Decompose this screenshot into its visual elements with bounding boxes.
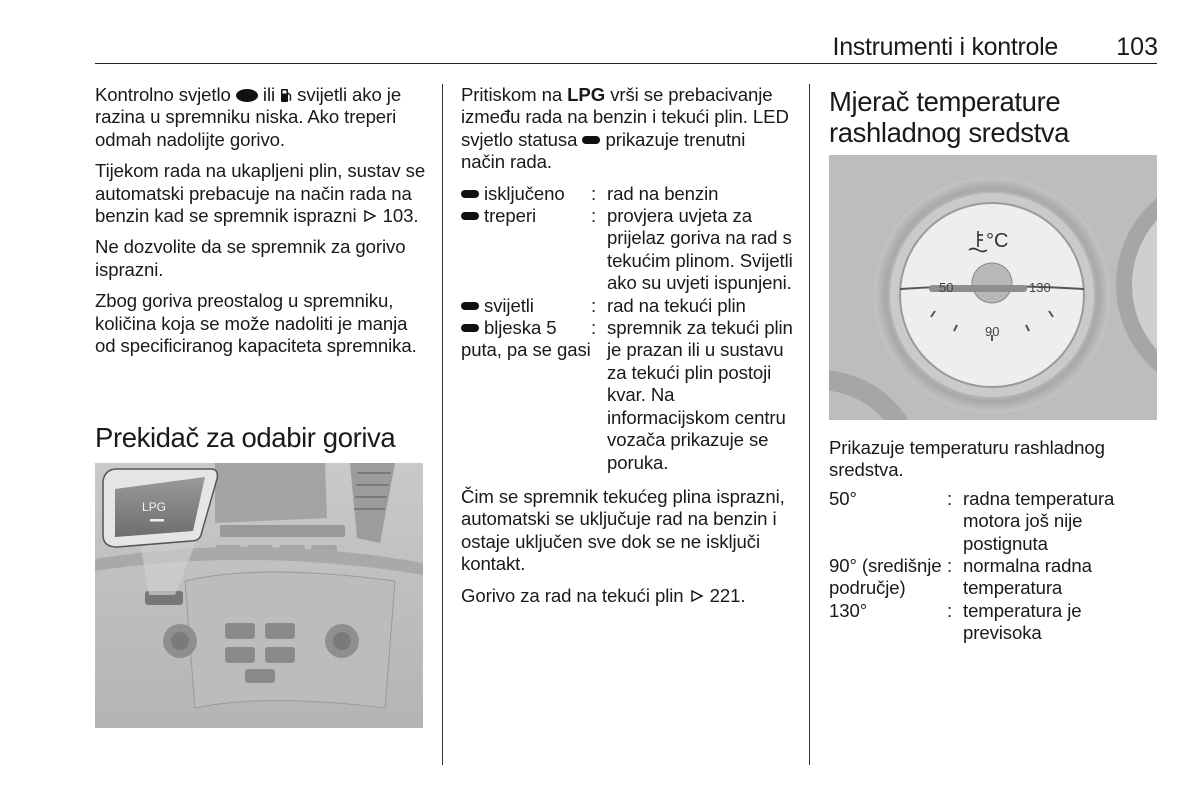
definition-row — [829, 488, 1159, 555]
definition-separator: : — [947, 599, 953, 621]
gauge-unit-label: °C — [986, 230, 1009, 252]
section-heading-fuel-selector: Prekidač za odabir goriva — [95, 422, 396, 453]
paragraph-lpg-reference: Gorivo za rad na tekući plin 221. — [461, 584, 746, 606]
definition-description: spremnik za tekući plin je prazan ili u sustavu za tekući plin postoji kvar. Na informacijskom centru vozača prikazuje se poruka. — [607, 317, 793, 473]
column-divider-2 — [809, 84, 810, 765]
definition-term: svijetli — [461, 295, 591, 317]
coolant-description — [829, 437, 1159, 645]
column-2 — [461, 84, 793, 616]
definition-row — [461, 205, 793, 295]
definition-row — [461, 317, 793, 474]
led-status-icon — [461, 302, 479, 310]
definition-separator: : — [591, 182, 597, 204]
definition-term: 90° (središnje područje) — [829, 555, 942, 599]
definition-separator: : — [591, 317, 597, 339]
header-rule — [95, 63, 1157, 64]
definition-description: radna temperatura motora još nije postignuta — [963, 487, 1115, 554]
definition-separator: : — [947, 555, 953, 577]
page-reference-link[interactable]: 221. — [709, 584, 746, 606]
coolant-definition-list — [829, 488, 1159, 645]
led-status-icon — [461, 190, 479, 198]
definition-separator: : — [947, 487, 953, 509]
coolant-gauge-figure — [829, 155, 1157, 420]
definition-row — [829, 555, 1159, 600]
page-reference-icon — [690, 589, 704, 603]
definition-row — [461, 295, 793, 317]
definition-separator: : — [591, 294, 597, 316]
lpg-indicator-icon — [236, 89, 258, 102]
definition-term: 50° — [829, 487, 857, 509]
definition-term: isključeno — [461, 183, 591, 205]
lpg-button-name: LPG — [567, 84, 606, 105]
paragraph-warning-light: Kontrolno svjetlo ili svijetli ako je razina u spremniku niska. Ako treperi odmah nadolijte gorivo. — [95, 84, 402, 150]
definition-separator: : — [591, 205, 597, 227]
definition-term: 130° — [829, 599, 868, 621]
column-divider-1 — [442, 84, 443, 765]
definition-row — [461, 183, 793, 205]
paragraph-auto-switch: Tijekom rada na ukapljeni plin, sustav se automatski prebacuje na način rada na benzin kad se spremnik isprazni 103. — [95, 160, 426, 227]
running-header-title: Instrumenti i kontrole — [832, 33, 1058, 61]
definition-description: temperatura je previsoka — [963, 599, 1082, 644]
led-status-icon — [461, 324, 479, 332]
gauge-label-130: 130 — [1029, 280, 1051, 295]
definition-term: treperi — [461, 205, 591, 295]
page-reference-icon — [363, 209, 377, 223]
paragraph-dont-empty: Ne dozvolite da se spremnik za gorivo isprazni. — [95, 236, 406, 280]
led-status-definition-list — [461, 183, 793, 474]
page-reference-link[interactable]: 103. — [382, 205, 419, 227]
paragraph-lpg-empty: Čim se spremnik tekućeg plina isprazni, automatski se uključuje rad na benzin i ostaje uključen sve dok se ne isključi kontakt. — [461, 485, 785, 575]
section-heading-coolant-gauge: Mjerač temperature rashladnog sredstva — [829, 86, 1070, 148]
column-1 — [95, 84, 427, 366]
paragraph-coolant-intro: Prikazuje temperaturu rashladnog sredstva. — [829, 437, 1105, 481]
paragraph-residual-fuel: Zbog goriva preostalog u spremniku, količina koja se može nadoliti je manja od specificiranog kapaciteta spremnika. — [95, 290, 417, 357]
lpg-switch-figure — [95, 463, 423, 728]
paragraph-lpg-intro: Pritiskom na LPG vrši se prebacivanje između rada na benzin i tekući plin. LED svjetlo statusa prikazuje trenutni način rada. — [461, 84, 789, 173]
definition-description: provjera uvjeta za prijelaz goriva na rad s tekućim plinom. Svijetli ako su uvjeti ispunjeni. — [607, 205, 793, 294]
gauge-label-50: 50 — [939, 280, 954, 295]
lpg-button-label: LPG — [142, 500, 167, 514]
gauge-label-90: 90 — [985, 324, 1000, 339]
definition-term: bljeska 5 puta, pa se gasi — [461, 317, 591, 361]
led-status-icon — [461, 212, 479, 220]
fuel-pump-icon — [280, 88, 292, 103]
definition-description: rad na benzin — [607, 182, 719, 204]
led-status-icon — [582, 136, 600, 144]
definition-description: rad na tekući plin — [607, 294, 746, 316]
page-number: 103 — [1116, 33, 1158, 61]
definition-description: normalna radna temperatura — [963, 555, 1092, 599]
definition-row — [829, 600, 1159, 645]
